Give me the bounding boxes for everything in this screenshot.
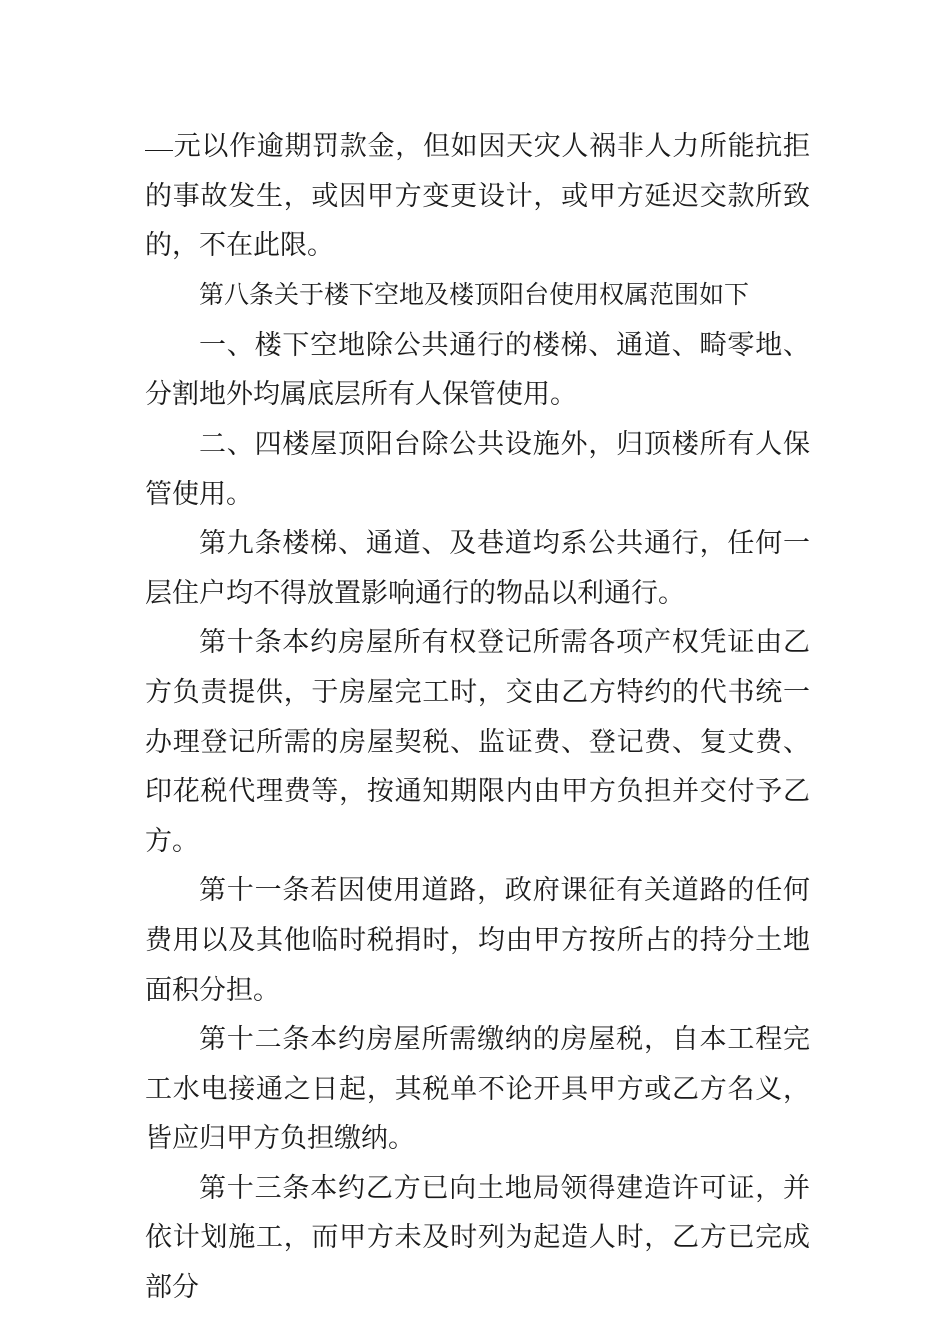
paragraph-text: 第十二条本约房屋所需缴纳的房屋税，自本工程完工水电接通之日起，其税单不论开具甲方或乙方名义，皆应归甲方负担缴纳。 <box>145 1024 810 1155</box>
article-9 <box>145 519 810 618</box>
paragraph-text: 第十一条若因使用道路，政府课征有关道路的任何费用以及其他临时税捐时，均由甲方按所占的持分土地面积分担。 <box>145 875 810 1006</box>
paragraph-text: 元以作逾期罚款金，但如因天灾人祸非人力所能抗拒的事故发生，或因甲方变更设计，或甲方延迟交款所致的，不在此限。 <box>145 131 810 262</box>
paragraph-text: 第八条关于楼下空地及楼顶阳台使用权属范围如下 <box>199 279 750 309</box>
article-13 <box>145 1164 810 1313</box>
article-10 <box>145 618 810 866</box>
paragraph-text: 第十三条本约乙方已向土地局领得建造许可证，并依计划施工，而甲方未及时列为起造人时，乙方已完成部分 <box>145 1172 810 1304</box>
article-8-heading <box>145 269 810 321</box>
article-8-item-2 <box>145 420 810 519</box>
fill-in-blank <box>145 149 173 151</box>
paragraph-text: 第九条楼梯、通道、及巷道均系公共通行，任何一层住户均不得放置影响通行的物品以利通行。 <box>145 528 810 609</box>
paragraph-text: 二、四楼屋顶阳台除公共设施外，归顶楼所有人保管使用。 <box>145 428 810 510</box>
paragraph-text: 一、楼下空地除公共通行的楼梯、通道、畸零地、分割地外均属底层所有人保管使用。 <box>145 329 810 411</box>
document-page <box>145 122 810 1313</box>
paragraph-penalty-clause <box>145 122 810 271</box>
article-12 <box>145 1015 810 1164</box>
article-11 <box>145 866 810 1015</box>
article-8-item-1 <box>145 321 810 420</box>
paragraph-text: 第十条本约房屋所有权登记所需各项产权凭证由乙方负责提供，于房屋完工时，交由乙方特约的代书统一办理登记所需的房屋契税、监证费、登记费、复丈费、印花税代理费等，按通知期限内由甲方负担并交付予乙方。 <box>145 627 810 857</box>
